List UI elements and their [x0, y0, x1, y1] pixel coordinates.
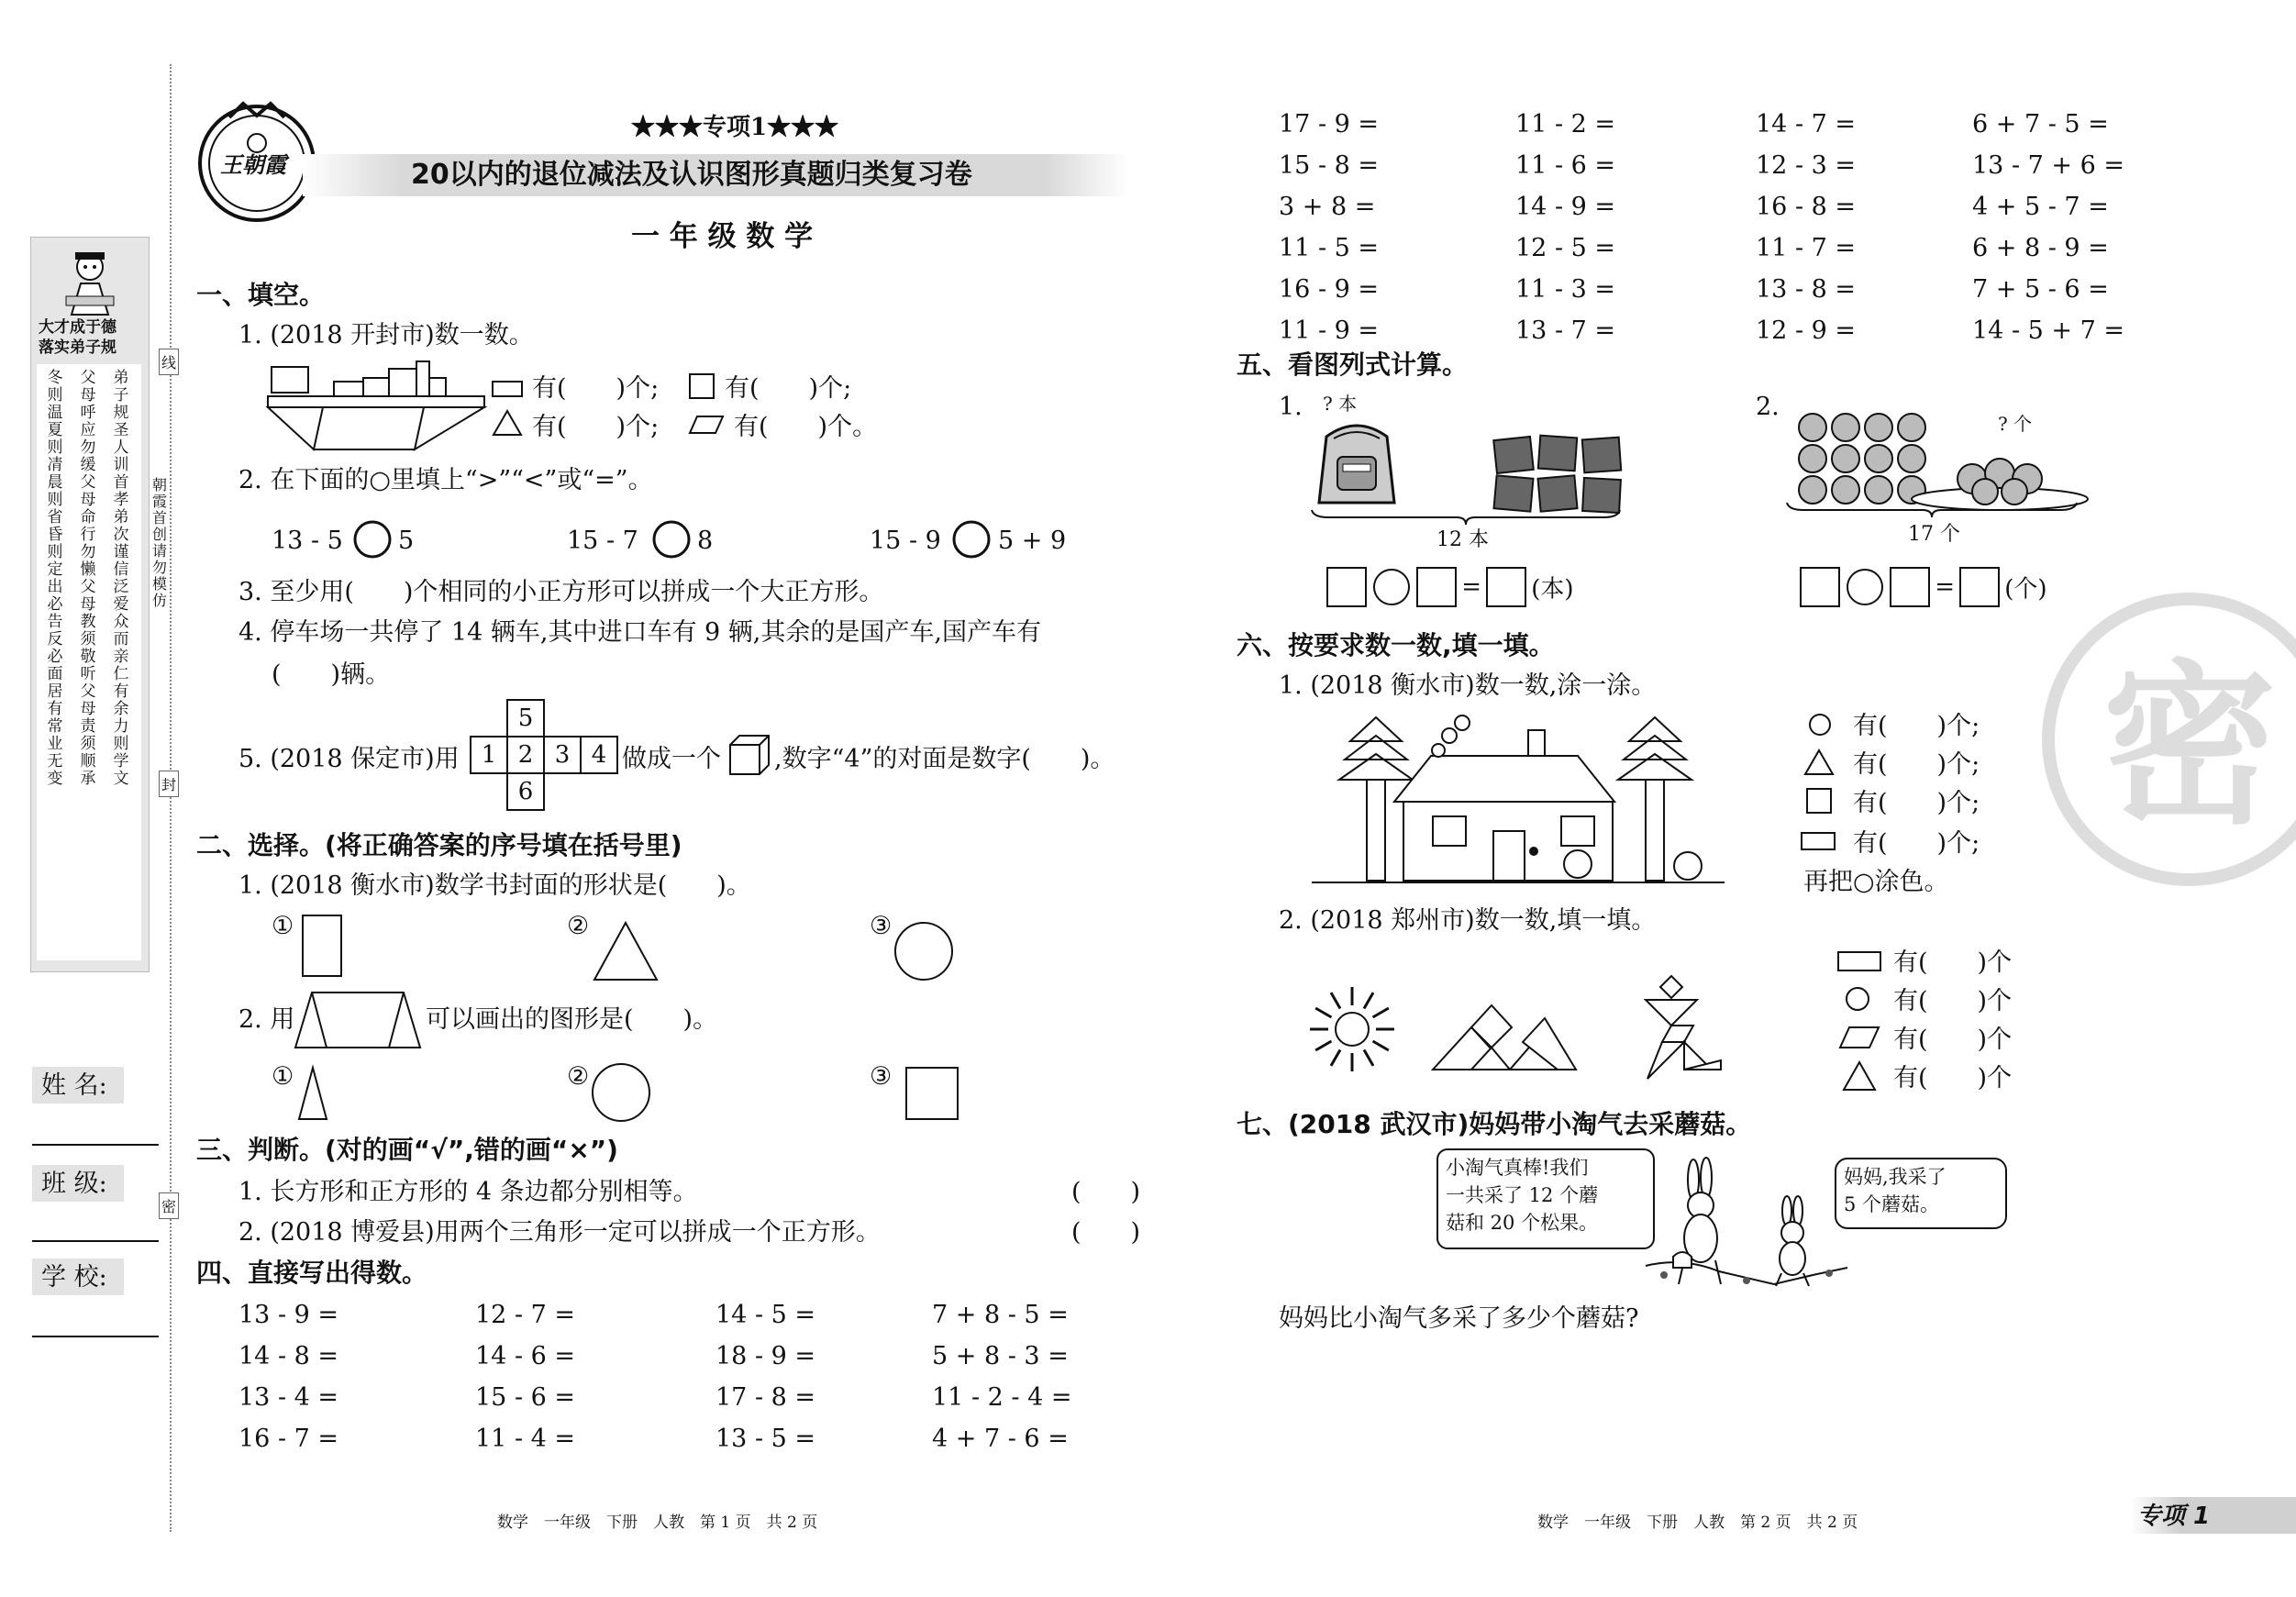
vertical-note: 朝霞首创 请勿模仿	[151, 476, 167, 609]
compare-circle-2[interactable]	[652, 520, 691, 559]
sun-ray	[1364, 1050, 1373, 1066]
p5-2-equation	[1800, 567, 2047, 609]
q6-1-circle-icon	[1807, 712, 1833, 738]
compare-circle-1[interactable]	[353, 520, 392, 559]
sun-figure	[1306, 983, 1398, 1075]
compare-2-right: 8	[697, 527, 714, 555]
q6-1-triangle-icon	[1803, 749, 1835, 776]
compare-3-right: 5 + 9	[998, 527, 1067, 555]
q6-2-rect-icon	[1836, 950, 1882, 972]
p5-2-num: 2.	[1756, 393, 1780, 421]
q1-1-text: 1. (2018 开封市)数一数。	[238, 321, 534, 349]
calc-item: 14 - 9 =	[1515, 193, 1616, 221]
cube-icon	[728, 734, 771, 776]
p5-1-box-result[interactable]	[1486, 567, 1526, 607]
q6-2-parallelogram-icon	[1838, 1026, 1880, 1049]
sun-ray	[1315, 1041, 1331, 1050]
q1-5-text-mid: 做成一个	[622, 745, 721, 773]
q3-2-answer[interactable]: ( )	[1071, 1218, 1141, 1247]
calc-item: 17 - 8 =	[715, 1383, 816, 1412]
p5-1-total: 12 本	[1436, 528, 1489, 551]
confidential-stamp-glyph: 密	[2102, 643, 2278, 848]
apple-icon	[1799, 445, 1826, 472]
brace-2	[1785, 501, 2079, 519]
q2-2-triangle-shape	[297, 1066, 328, 1121]
backpack-icon	[1306, 420, 1407, 512]
motto-column-1: 弟子规圣人训首孝弟次谨信泛爱众而亲仁有余力则学文	[113, 369, 129, 788]
house-scene	[1312, 714, 1725, 888]
q6-2-triangle-count: 有( )个	[1893, 1064, 2013, 1092]
q1-4-text-a: 4. 停车场一共停了 14 辆车,其中进口车有 9 辆,其余的是国产车,国产车有	[238, 618, 1041, 647]
calc-item: 14 - 5 =	[715, 1301, 816, 1329]
binding-mark-3: 密	[159, 1192, 179, 1219]
sun-core	[1336, 1013, 1369, 1046]
name-field[interactable]	[32, 1144, 159, 1146]
calc-item: 17 - 9 =	[1279, 110, 1380, 139]
q6-1-text: 1. (2018 衡水市)数一数,涂一涂。	[1279, 671, 1657, 700]
p5-2-question: ? 个	[1998, 413, 2033, 435]
mom-speech-line-1: 小淘气真棒!我们	[1446, 1157, 1589, 1179]
q2-2-square-shape	[904, 1066, 959, 1121]
q2-1-text: 1. (2018 衡水市)数学书封面的形状是( )。	[238, 871, 751, 900]
calc-item: 13 - 5 =	[715, 1425, 816, 1453]
calc-item: 7 + 5 - 6 =	[1972, 275, 2109, 304]
net-face: 2	[506, 736, 545, 774]
compare-2-left: 15 - 7	[567, 527, 638, 555]
p5-2-op-circle[interactable]	[1845, 567, 1885, 607]
q3-2-text: 2. (2018 博爱县)用两个三角形一定可以拼成一个正方形。	[238, 1218, 881, 1247]
q6-1-rect-count: 有( )个;	[1853, 829, 1980, 858]
calc-item: 6 + 7 - 5 =	[1972, 110, 2109, 139]
compare-1-left: 13 - 5	[272, 527, 343, 555]
right-page-footer: 数学 一年级 下册 人教 第 2 页 共 2 页	[1537, 1514, 1858, 1532]
cube-net	[470, 699, 616, 813]
compare-1-right: 5	[398, 527, 415, 555]
q1-4-text-b: ( )辆。	[272, 660, 391, 689]
school-field[interactable]	[32, 1336, 159, 1337]
q2-2-text-post: 可以画出的图形是( )。	[426, 1005, 718, 1034]
q6-1-square-count: 有( )个;	[1853, 789, 1980, 817]
calc-item: 18 - 9 =	[715, 1342, 816, 1370]
q1-3-text: 3. 至少用( )个相同的小正方形可以拼成一个大正方形。	[238, 578, 884, 606]
apple-icon	[1799, 414, 1826, 441]
section-4-heading: 四、直接写出得数。	[196, 1258, 428, 1288]
q6-1-rect-icon	[1800, 831, 1836, 851]
q6-2-triangle-icon	[1842, 1060, 1877, 1092]
p5-2-equals: =	[1935, 573, 1956, 601]
left-page-footer: 数学 一年级 下册 人教 第 1 页 共 2 页	[497, 1514, 818, 1532]
triangle-icon	[492, 409, 523, 437]
apple-icon	[1832, 445, 1859, 472]
special-label: ★★★专项1★★★	[631, 114, 839, 141]
calc-item: 6 + 8 - 9 =	[1972, 234, 2109, 262]
q6-2-text: 2. (2018 郑州市)数一数,填一填。	[1279, 906, 1657, 935]
calc-item: 12 - 9 =	[1756, 316, 1857, 345]
mountain-figure	[1431, 991, 1578, 1073]
brand-logo-text: 王朝霞	[220, 151, 286, 178]
p5-1-num: 1.	[1279, 393, 1303, 421]
p5-2-box-a[interactable]	[1800, 567, 1840, 607]
q1-5-text-post: ,数字“4”的对面是数字( )。	[774, 745, 1115, 773]
q6-2-circle-count: 有( )个	[1893, 987, 2013, 1015]
motto-title-2: 落实弟子规	[39, 338, 116, 357]
q1-1-triangle-count: 有( )个;	[532, 413, 660, 441]
motto-title-1: 大才成于德	[39, 318, 116, 337]
class-field[interactable]	[32, 1240, 159, 1242]
kid-speech-line-1: 妈妈,我采了	[1844, 1166, 1947, 1188]
p5-1-box-b[interactable]	[1416, 567, 1457, 607]
p5-1-op-circle[interactable]	[1371, 567, 1412, 607]
calc-item: 11 - 9 =	[1279, 316, 1380, 345]
tangram-person-figure	[1620, 972, 1730, 1082]
binding-line	[170, 64, 172, 1532]
kid-speech-line-2: 5 个蘑菇。	[1844, 1193, 1940, 1215]
compare-circle-3[interactable]	[952, 520, 991, 559]
rect-icon	[492, 380, 523, 398]
q2-2-option-2: ②	[567, 1062, 590, 1091]
calc-item: 14 - 7 =	[1756, 110, 1857, 139]
calc-item: 14 - 5 + 7 =	[1972, 316, 2124, 345]
sun-ray	[1331, 1050, 1340, 1066]
q2-1-option-3: ③	[870, 912, 893, 940]
p5-1-box-a[interactable]	[1326, 567, 1367, 607]
p5-1-question: ? 本	[1323, 393, 1358, 415]
q3-1-answer[interactable]: ( )	[1071, 1178, 1141, 1206]
school-label-box: 学 校:	[32, 1259, 124, 1295]
q2-2-circle-shape	[591, 1062, 651, 1123]
q2-1-triangle-shape	[593, 921, 659, 981]
q1-1-rect-count: 有( )个;	[532, 374, 660, 403]
calc-item: 13 - 7 + 6 =	[1972, 151, 2124, 180]
q1-2-text: 2. 在下面的○里填上“>”“<”或“=”。	[238, 466, 653, 494]
calc-item: 4 + 5 - 7 =	[1972, 193, 2109, 221]
p5-2-total: 17 个	[1908, 523, 1960, 546]
motto-column-2: 父母呼应勿缓父母命行勿懒父母教须敬听父母责须顺承	[80, 369, 96, 788]
calc-item: 15 - 6 =	[475, 1383, 576, 1412]
q6-2-circle-icon	[1844, 985, 1871, 1013]
calc-item: 11 - 3 =	[1515, 275, 1616, 304]
calc-item: 11 - 2 - 4 =	[932, 1383, 1072, 1412]
q1-5-text-pre: 5. (2018 保定市)用	[238, 745, 460, 773]
net-face: 5	[506, 699, 545, 738]
calc-item: 16 - 9 =	[1279, 275, 1380, 304]
sun-ray	[1364, 993, 1373, 1008]
calc-item: 7 + 8 - 5 =	[932, 1301, 1069, 1329]
compare-3-left: 15 - 9	[870, 527, 941, 555]
motto-text-box	[37, 364, 141, 960]
calc-item: 14 - 6 =	[475, 1342, 576, 1370]
calc-item: 12 - 3 =	[1756, 151, 1857, 180]
calc-item: 11 - 7 =	[1756, 234, 1857, 262]
mom-speech-line-3: 菇和 20 个松果。	[1446, 1212, 1599, 1234]
apple-icon	[1865, 445, 1892, 472]
q2-1-rect-shape	[301, 914, 343, 980]
q2-2-text-pre: 2. 用	[238, 1005, 295, 1034]
motto-panel	[30, 237, 150, 972]
apple-icon	[1832, 476, 1859, 504]
calc-item: 15 - 8 =	[1279, 151, 1380, 180]
calc-item: 12 - 7 =	[475, 1301, 576, 1329]
p5-1-unit: (本)	[1531, 575, 1574, 604]
page-subtitle: 一 年 级 数 学	[631, 220, 814, 253]
calc-item: 13 - 9 =	[238, 1301, 339, 1329]
calc-item: 13 - 7 =	[1515, 316, 1616, 345]
section-tag: 专项 1	[2137, 1503, 2211, 1530]
sun-ray	[1315, 1008, 1331, 1017]
q2-2-option-1: ①	[272, 1062, 294, 1091]
net-face: 6	[506, 772, 545, 811]
net-face: 1	[470, 736, 508, 774]
calc-item: 16 - 7 =	[238, 1425, 339, 1453]
q6-2-rect-count: 有( )个	[1893, 948, 2013, 977]
square-icon	[688, 372, 715, 400]
q6-1-square-icon	[1805, 787, 1833, 815]
q6-1-tail: 再把○涂色。	[1803, 868, 1949, 896]
triangular-prism-figure	[294, 987, 422, 1051]
q2-1-option-1: ①	[272, 912, 294, 940]
sun-ray	[1373, 1008, 1389, 1017]
name-label-box: 姓 名:	[32, 1067, 124, 1103]
binding-mark-2: 封	[159, 771, 179, 797]
q2-1-circle-shape	[893, 921, 954, 981]
p5-2-box-result[interactable]	[1959, 567, 2000, 607]
q7-question: 妈妈比小淘气多采了多少个蘑菇?	[1279, 1304, 1639, 1333]
apple-icon	[1832, 414, 1859, 441]
calc-item: 4 + 7 - 6 =	[932, 1425, 1069, 1453]
section-3-heading: 三、判断。(对的画“√”,错的画“×”)	[196, 1135, 618, 1165]
calc-item: 14 - 8 =	[238, 1342, 339, 1370]
calc-item: 5 + 8 - 3 =	[932, 1342, 1069, 1370]
section-2-heading: 二、选择。(将正确答案的序号填在括号里)	[196, 830, 682, 860]
mom-speech-line-2: 一共采了 12 个蘑	[1446, 1184, 1599, 1206]
sun-ray	[1331, 993, 1340, 1008]
parallelogram-icon	[688, 415, 725, 435]
class-label-box: 班 级:	[32, 1165, 124, 1202]
p5-1-equals: =	[1461, 573, 1482, 601]
books-icon	[1492, 435, 1629, 517]
q3-1-text: 1. 长方形和正方形的 4 条边都分别相等。	[238, 1178, 698, 1206]
motto-column-3: 冬则温夏则凊晨则省昏则定出必告反必面居有常业无变	[47, 369, 63, 788]
apple-icon	[1865, 476, 1892, 504]
q2-1-option-2: ②	[567, 912, 590, 940]
page-title: 20以内的退位减法及认识图形真题归类复习卷	[411, 159, 972, 191]
q6-2-parallelogram-count: 有( )个	[1893, 1026, 2013, 1054]
apple-icon	[1865, 414, 1892, 441]
calc-item: 12 - 5 =	[1515, 234, 1616, 262]
net-face: 3	[543, 736, 582, 774]
calc-item: 11 - 2 =	[1515, 110, 1616, 139]
q6-1-circle-count: 有( )个;	[1853, 712, 1980, 740]
boat-figure	[268, 360, 488, 451]
section-6-heading: 六、按要求数一数,填一填。	[1237, 630, 1555, 660]
kid-speech-bubble	[1835, 1158, 2007, 1229]
calc-item: 11 - 4 =	[475, 1425, 576, 1453]
calc-item: 13 - 4 =	[238, 1383, 339, 1412]
calc-item: 11 - 5 =	[1279, 234, 1380, 262]
section-1-heading: 一、填空。	[196, 280, 326, 310]
p5-1-equation	[1326, 567, 1574, 609]
q2-2-option-3: ③	[870, 1062, 893, 1091]
section-7-heading: 七、(2018 武汉市)妈妈带小淘气去采蘑菇。	[1237, 1109, 1752, 1139]
rabbits-illustration	[1646, 1147, 1847, 1293]
confidential-stamp	[2042, 593, 2296, 886]
scholar-figure	[53, 243, 127, 316]
apple-icon	[1799, 476, 1826, 504]
calc-item: 13 - 8 =	[1756, 275, 1857, 304]
q6-1-triangle-count: 有( )个;	[1853, 750, 1980, 779]
q1-1-square-count: 有( )个;	[725, 374, 852, 403]
brace-1	[1310, 508, 1622, 527]
mom-speech-bubble	[1436, 1148, 1655, 1249]
binding-mark-1: 线	[159, 349, 179, 375]
calc-item: 11 - 6 =	[1515, 151, 1616, 180]
p5-2-unit: (个)	[2004, 575, 2047, 604]
sun-ray	[1373, 1041, 1389, 1050]
q1-1-parallelogram-count: 有( )个。	[734, 413, 878, 441]
p5-2-box-b[interactable]	[1890, 567, 1930, 607]
section-5-heading: 五、看图列式计算。	[1237, 349, 1469, 380]
calc-item: 16 - 8 =	[1756, 193, 1857, 221]
net-face: 4	[580, 736, 618, 774]
calc-item: 3 + 8 =	[1279, 193, 1376, 221]
apple-icon	[1898, 414, 1925, 441]
